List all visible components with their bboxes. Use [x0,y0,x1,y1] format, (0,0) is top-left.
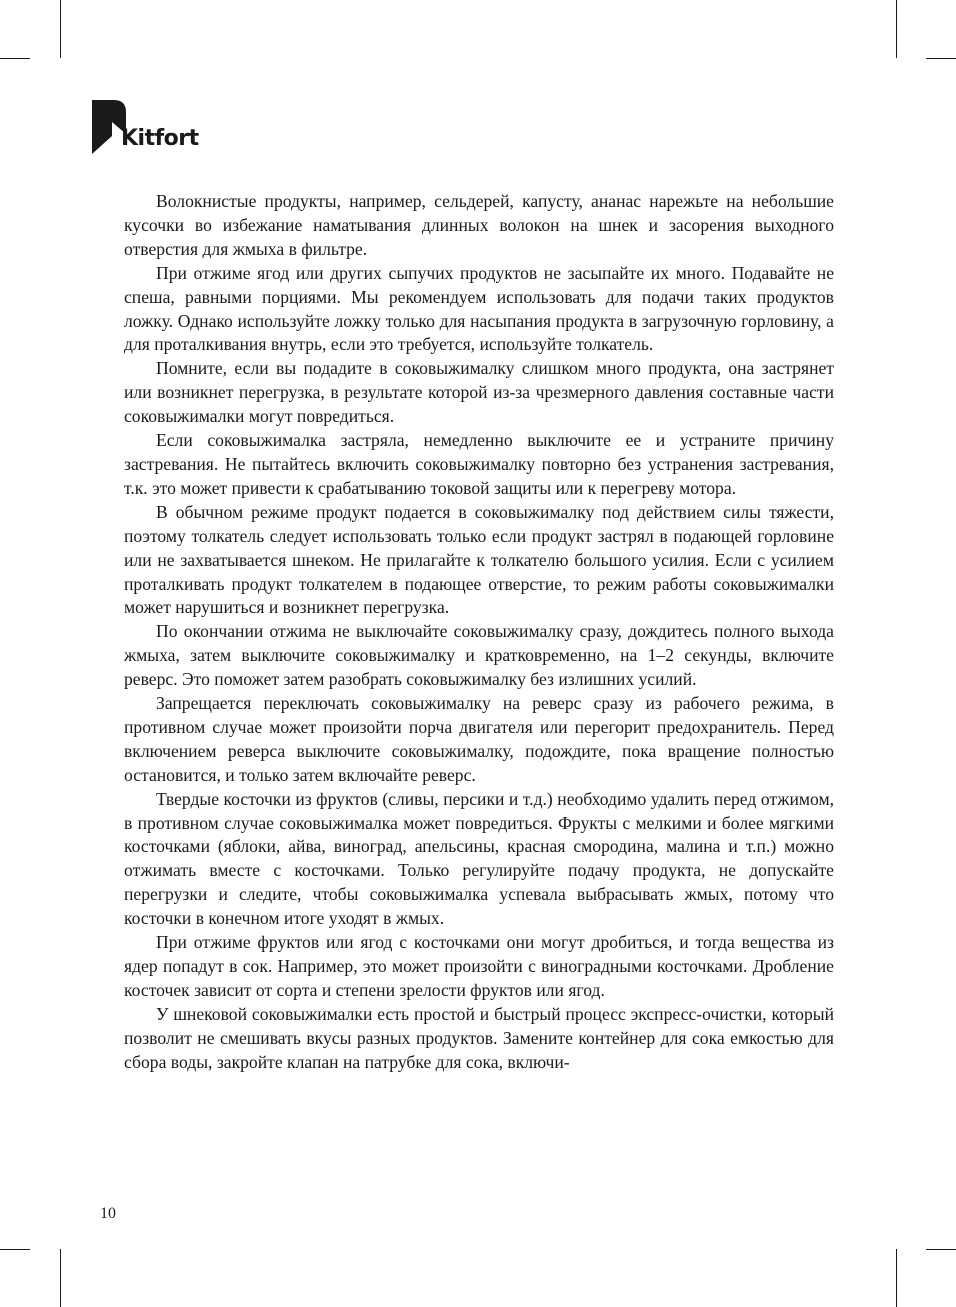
document-body [124,190,834,1075]
crop-mark-bottom-right [896,1249,897,1307]
crop-mark-left-bottom [0,1249,30,1250]
paragraph-hard-pits: Твердые косточки из фруктов (сливы, персики и т.д.) необходимо удалить перед отжимом, в противном случае соковыжималка может повредиться. Фрукты с мелкими и более мягкими косточками (яблоки, айва, виноград, апельсины, красная смородина, малина и т.п.) можно отжимать вместе с косточками. Только регулируйте подачу продукта, не допускайте перегрузки и следите, чтобы соковыжималка успевала выбрасывать жмых, потому что косточки в конечном итоге уходят в жмых. [124,788,834,929]
crop-mark-top-left [60,0,61,58]
paragraph-jam: Если соковыжималка застряла, немедленно выключите ее и устраните причину застревания. Не пытайтесь включить соковыжималку повторно без устранения застревания, т.к. это может привести к срабатыванию токовой защиты или к перегреву мотора. [124,430,834,498]
paragraph-reverse-warning: Запрещается переключать соковыжималку на реверс сразу из рабочего режима, в противном случае может произойти порча двигателя или перегорит предохранитель. Перед включением реверса выключите соковыжималку, подождите, пока вращение полностью остановится, и только затем включайте реверс. [124,693,834,785]
crop-mark-right-bottom [926,1249,956,1250]
paragraph-overload-warning: Помните, если вы подадите в соковыжималку слишком много продукта, она застрянет или возникнет перегрузка, в результате которой из-за чрезмерного давления составные части соковыжималки могут повредиться. [124,358,834,427]
kitfort-logo [92,100,212,160]
crop-mark-right-top [926,58,956,59]
page-number: 10 [100,1205,116,1222]
paragraph-berries: При отжиме ягод или других сыпучих продуктов не засыпайте их много. Подавайте не спеша, равными порциями. Мы рекомендуем использовать для подачи таких продуктов ложку. Однако используйте ложку только для насыпания продукта в загрузочную горловину, а для проталкивания внутрь, если это требуется, используйте толкатель. [124,262,834,355]
crop-mark-left-top [0,58,30,59]
crop-mark-bottom-left [60,1249,61,1307]
brand-name: Kitfort [121,126,199,151]
paragraph-crushed-pits: При отжиме фруктов или ягод с косточками они могут дробиться, и тогда вещества из ядер попадут в сок. Например, это может произойти с виноградными косточками. Дробление косточек зависит от сорта и степени зрелости фруктов или ягод. [124,932,834,1000]
paragraph-fibrous-products: Волокнистые продукты, например, сельдерей, капусту, ананас нарежьте на небольшие кусочки во избежание наматывания длинных волокон на шнек и засорения выходного отверстия для жмыха в фильтре. [124,191,834,259]
paragraph-express-cleaning: У шнековой соковыжималки есть простой и быстрый процесс экспресс-очистки, который позволит не смешивать вкусы разных продуктов. Замените контейнер для сока емкостью для сбора воды, закройте клапан на патрубке для сока, включи- [124,1003,834,1072]
paragraph-end-of-juicing: По окончании отжима не выключайте соковыжималку сразу, дождитесь полного выхода жмыха, затем выключите соковыжималку и кратковременно, на 1–2 секунды, включите реверс. Это поможет затем разобрать соковыжималку без излишних усилий. [124,621,834,690]
paragraph-pusher: В обычном режиме продукт подается в соковыжималку под действием силы тяжести, поэтому толкатель следует использовать только если продукт застрял в подающей горловине или не захватывается шнеком. Не прилагайте к толкателю большого усилия. Если с усилием проталкивать продукт толкателем в подающее отверстие, то режим работы соковыжималки может нарушиться и возникнет перегрузка. [124,501,834,618]
crop-mark-top-right [896,0,897,58]
